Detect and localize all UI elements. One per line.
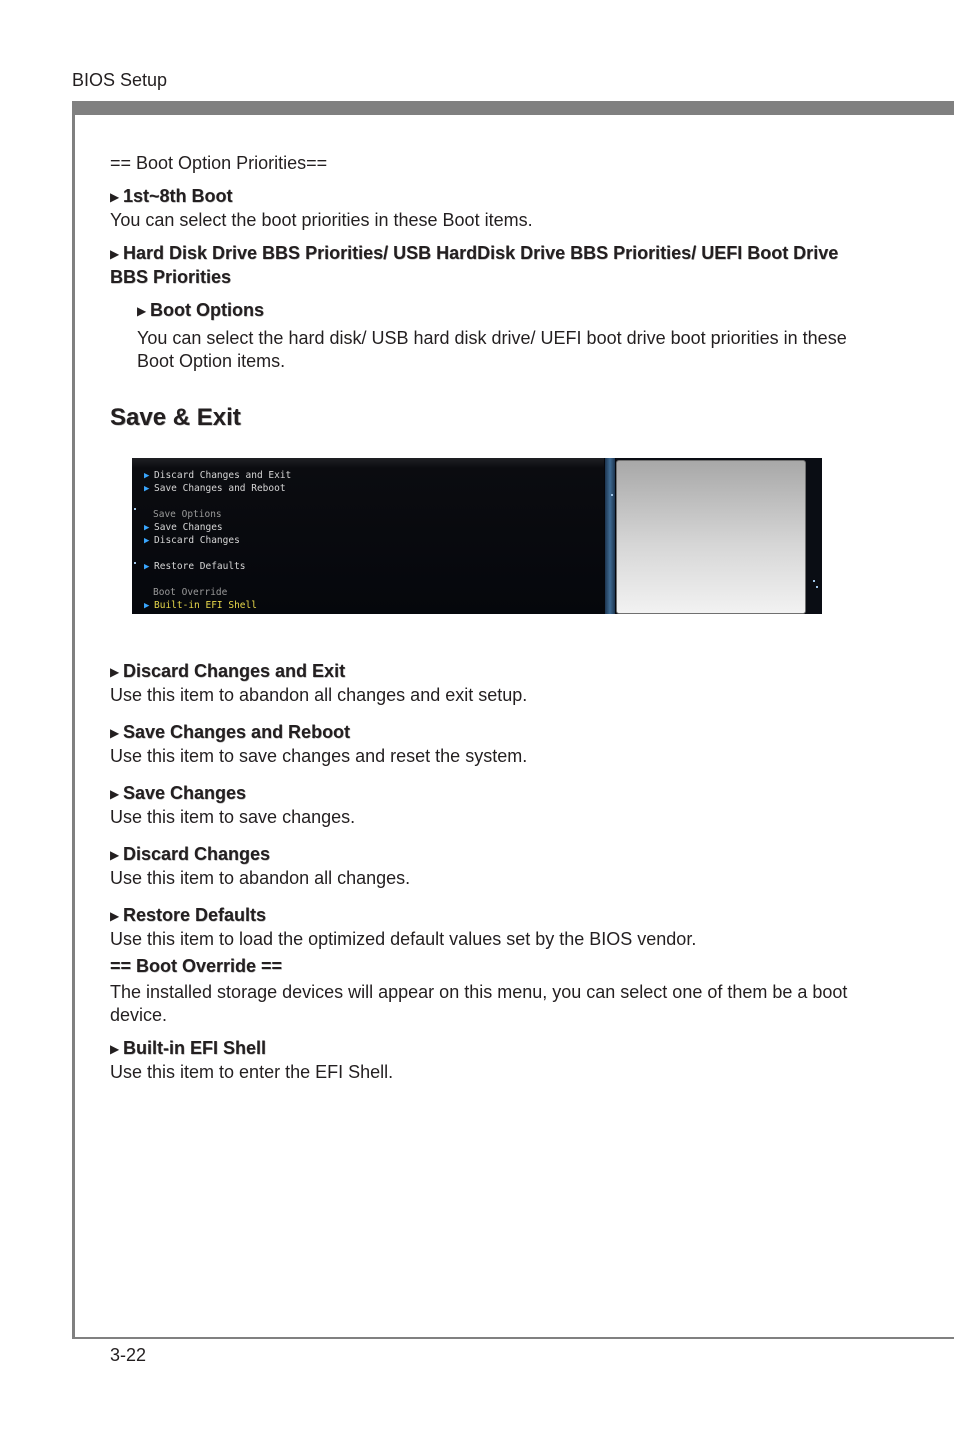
bios-menu-group-label: Boot Override	[153, 587, 228, 598]
bios-menu-item-selected: ▶ Built-in EFI Shell	[144, 600, 257, 611]
triangle-bullet-icon: ▶	[110, 1042, 120, 1056]
bios-menu-item: ▶ Save Changes	[144, 522, 223, 533]
triangle-bullet-icon: ▶	[110, 190, 120, 204]
item-desc-save-reboot: Use this item to save changes and reset the system.	[110, 746, 528, 766]
priorities-heading: == Boot Option Priorities==	[110, 153, 328, 173]
bios-frame-dot	[816, 586, 818, 588]
triangle-bullet-icon: ▶	[110, 665, 120, 679]
item-desc-save-changes: Use this item to save changes.	[110, 807, 356, 827]
item-heading-discard-exit: ▶ Discard Changes and Exit	[110, 660, 850, 684]
item-heading-save-reboot: ▶ Save Changes and Reboot	[110, 721, 850, 745]
blue-arrow-icon: ▶	[144, 562, 150, 572]
triangle-bullet-icon: ▶	[137, 304, 147, 318]
section-title-save-exit: Save & Exit	[110, 404, 241, 431]
blue-arrow-icon: ▶	[144, 536, 150, 546]
triangle-bullet-icon: ▶	[110, 726, 120, 740]
item-heading-restore-defaults: ▶ Restore Defaults	[110, 904, 850, 928]
header-bar	[72, 101, 954, 115]
blue-arrow-icon: ▶	[144, 471, 150, 481]
bios-frame-dot	[134, 508, 136, 510]
item-desc-boot-options: You can select the hard disk/ USB hard disk drive/ UEFI boot drive boot priorities in these Boot Option items.	[137, 328, 847, 371]
bios-divider	[605, 458, 615, 614]
blue-arrow-icon: ▶	[144, 484, 150, 494]
boot-override-desc: The installed storage devices will appear on this menu, you can select one of them be a boot device.	[110, 982, 848, 1025]
page-content	[110, 152, 850, 1084]
item-desc-efi-shell: Use this item to enter the EFI Shell.	[110, 1062, 394, 1082]
triangle-bullet-icon: ▶	[110, 909, 120, 923]
item-heading-efi-shell: ▶ Built-in EFI Shell	[110, 1037, 850, 1061]
bios-frame-dot	[813, 580, 815, 582]
bios-menu-group-label: Save Options	[153, 509, 222, 520]
item-desc-1st-8th-boot: You can select the boot priorities in these Boot items.	[110, 210, 533, 230]
bios-save-exit-screenshot	[132, 458, 822, 614]
triangle-bullet-icon: ▶	[110, 848, 120, 862]
bios-menu-item: ▶ Discard Changes	[144, 535, 240, 546]
page-number: 3-22	[110, 1345, 147, 1365]
item-heading-1st-8th-boot: ▶ 1st~8th Boot	[110, 185, 850, 209]
triangle-bullet-icon: ▶	[110, 247, 120, 261]
bios-menu-item: ▶ Discard Changes and Exit	[144, 470, 292, 481]
boot-options-subsection	[137, 299, 850, 373]
item-heading-save-changes: ▶ Save Changes	[110, 782, 850, 806]
bios-menu-item: ▶ Restore Defaults	[144, 561, 246, 572]
footer-rule	[72, 1337, 954, 1339]
bios-menu-panel	[132, 458, 604, 614]
item-desc-discard-changes: Use this item to abandon all changes.	[110, 868, 411, 888]
bios-frame-dot	[134, 562, 136, 564]
header-section-label: BIOS Setup	[72, 70, 168, 90]
item-heading-discard-changes: ▶ Discard Changes	[110, 843, 850, 867]
triangle-bullet-icon: ▶	[110, 787, 120, 801]
blue-arrow-icon: ▶	[144, 601, 150, 611]
blue-arrow-icon: ▶	[144, 523, 150, 533]
item-heading-bbs-priorities: ▶ Hard Disk Drive BBS Priorities/ USB HardDisk Drive BBS Priorities/ UEFI Boot Drive BBS Priorities	[110, 243, 839, 287]
boot-override-heading: == Boot Override ==	[110, 956, 283, 976]
left-margin-rule	[72, 101, 75, 1339]
item-heading-boot-options: ▶ Boot Options	[137, 299, 850, 323]
bios-help-panel	[616, 460, 806, 614]
bios-menu-item: ▶ Save Changes and Reboot	[144, 483, 286, 494]
item-desc-discard-exit: Use this item to abandon all changes and exit setup.	[110, 685, 528, 705]
bios-frame-dot	[611, 494, 613, 496]
item-desc-restore-defaults: Use this item to load the optimized default values set by the BIOS vendor.	[110, 929, 697, 949]
